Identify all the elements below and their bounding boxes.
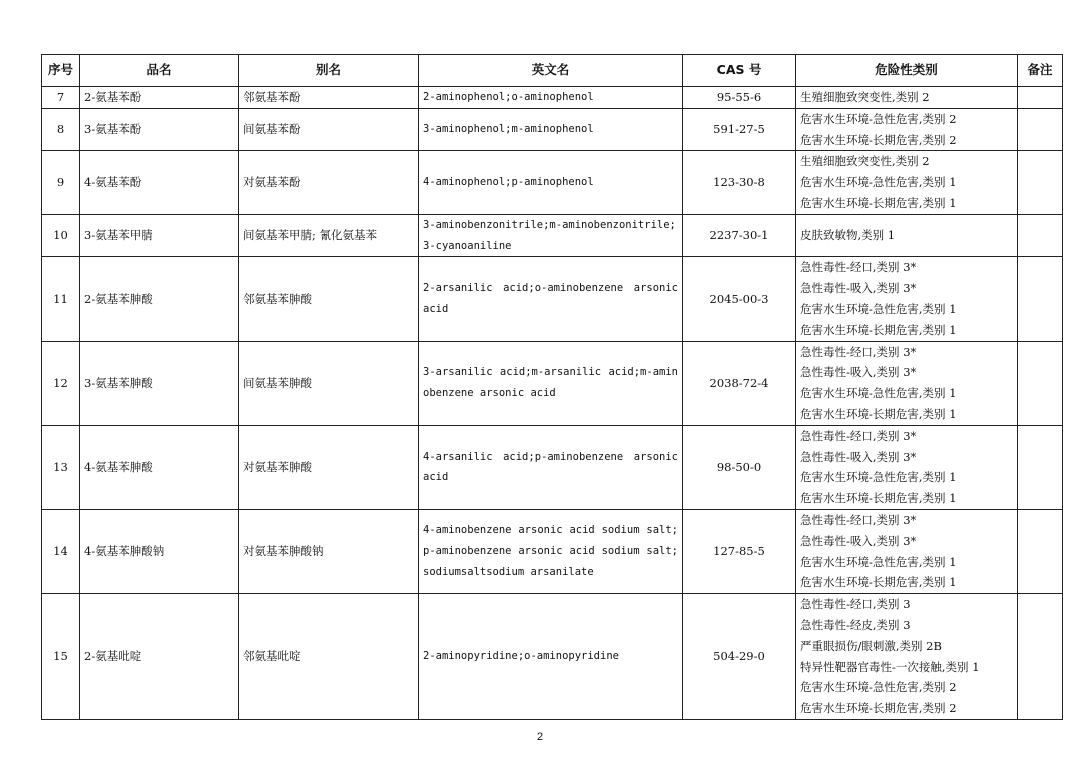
hazard-categories — [796, 509, 1018, 593]
hazard-item: 危害水生环境-长期危害,类别 1 — [800, 491, 957, 506]
hazard-categories — [796, 108, 1018, 151]
hazard-item: 危害水生环境-长期危害,类别 2 — [800, 132, 957, 147]
hazard-item: 急性毒性-吸入,类别 3* — [800, 449, 917, 464]
table-header-row — [42, 55, 1063, 87]
hazard-categories — [796, 257, 1018, 341]
alias-name: 邻氨基吡啶 — [239, 594, 419, 720]
remark — [1018, 87, 1063, 109]
alias-name: 间氨基苯甲腈; 氰化氨基苯 — [239, 214, 419, 257]
table-row — [42, 87, 1063, 109]
row-number: 11 — [42, 257, 80, 341]
remark — [1018, 257, 1063, 341]
row-number: 7 — [42, 87, 80, 109]
header-cas: CAS 号 — [683, 55, 796, 87]
english-name: 2-aminophenol;o-aminophenol — [419, 87, 683, 109]
alias-name: 对氨基苯胂酸钠 — [239, 509, 419, 593]
english-name: 4-aminobenzene arsonic acid sodium salt;p-aminobenzene arsonic acid sodium salt;sodiumsaltsodium arsanilate — [419, 509, 683, 593]
hazard-categories — [796, 151, 1018, 214]
remark — [1018, 594, 1063, 720]
remark — [1018, 341, 1063, 425]
remark — [1018, 108, 1063, 151]
remark — [1018, 214, 1063, 257]
remark — [1018, 509, 1063, 593]
product-name: 2-氨基苯酚 — [80, 87, 239, 109]
hazard-item: 急性毒性-经口,类别 3* — [800, 260, 917, 275]
header-name: 品名 — [80, 55, 239, 87]
product-name: 3-氨基苯胂酸 — [80, 341, 239, 425]
table-row — [42, 509, 1063, 593]
hazard-item: 危害水生环境-急性危害,类别 1 — [800, 386, 957, 401]
hazard-item: 危害水生环境-急性危害,类别 1 — [800, 175, 957, 190]
alias-name: 对氨基苯酚 — [239, 151, 419, 214]
cas-number: 2237-30-1 — [683, 214, 796, 257]
table-row — [42, 151, 1063, 214]
table-row — [42, 425, 1063, 509]
row-number: 12 — [42, 341, 80, 425]
product-name: 4-氨基苯胂酸钠 — [80, 509, 239, 593]
hazard-categories — [796, 425, 1018, 509]
hazard-item: 急性毒性-经口,类别 3* — [800, 428, 917, 443]
cas-number: 2038-72-4 — [683, 341, 796, 425]
product-name: 2-氨基苯胂酸 — [80, 257, 239, 341]
hazard-item: 严重眼损伤/眼刺激,类别 2B — [800, 638, 942, 653]
english-name: 3-arsanilic acid;m-arsanilic acid;m-aminobenzene arsonic acid — [419, 341, 683, 425]
hazard-categories — [796, 214, 1018, 257]
header-english: 英文名 — [419, 55, 683, 87]
product-name: 2-氨基吡啶 — [80, 594, 239, 720]
product-name: 4-氨基苯酚 — [80, 151, 239, 214]
table-row — [42, 594, 1063, 720]
english-name: 3-aminobenzonitrile;m-aminobenzonitrile;3-cyanoaniline — [419, 214, 683, 257]
hazard-item: 生殖细胞致突变性,类别 2 — [800, 90, 930, 104]
hazard-item: 生殖细胞致突变性,类别 2 — [800, 154, 930, 169]
product-name: 3-氨基苯甲腈 — [80, 214, 239, 257]
hazard-item: 特异性靶器官毒性-一次接触,类别 1 — [800, 659, 980, 674]
row-number: 14 — [42, 509, 80, 593]
row-number: 15 — [42, 594, 80, 720]
hazard-item: 危害水生环境-长期危害,类别 1 — [800, 406, 957, 421]
english-name: 3-aminophenol;m-aminophenol — [419, 108, 683, 151]
english-name: 2-arsanilic acid;o-aminobenzene arsonic acid — [419, 257, 683, 341]
hazard-item: 危害水生环境-急性危害,类别 2 — [800, 680, 957, 695]
remark — [1018, 425, 1063, 509]
table-row — [42, 108, 1063, 151]
hazard-item: 急性毒性-吸入,类别 3* — [800, 365, 917, 380]
english-name: 2-aminopyridine;o-aminopyridine — [419, 594, 683, 720]
header-hazard: 危险性类别 — [796, 55, 1018, 87]
hazard-item: 急性毒性-经口,类别 3* — [800, 344, 917, 359]
cas-number: 127-85-5 — [683, 509, 796, 593]
hazard-item: 危害水生环境-急性危害,类别 1 — [800, 554, 957, 569]
cas-number: 123-30-8 — [683, 151, 796, 214]
hazard-item: 急性毒性-经皮,类别 3 — [800, 617, 911, 632]
header-remark: 备注 — [1018, 55, 1063, 87]
header-no: 序号 — [42, 55, 80, 87]
cas-number: 95-55-6 — [683, 87, 796, 109]
product-name: 4-氨基苯胂酸 — [80, 425, 239, 509]
hazard-table — [41, 54, 1063, 720]
table-row — [42, 214, 1063, 257]
alias-name: 邻氨基苯酚 — [239, 87, 419, 109]
hazard-categories — [796, 594, 1018, 720]
remark — [1018, 151, 1063, 214]
hazard-item: 危害水生环境-急性危害,类别 2 — [800, 111, 957, 126]
english-name: 4-aminophenol;p-aminophenol — [419, 151, 683, 214]
row-number: 13 — [42, 425, 80, 509]
row-number: 8 — [42, 108, 80, 151]
hazard-item: 急性毒性-吸入,类别 3* — [800, 281, 917, 296]
english-name: 4-arsanilic acid;p-aminobenzene arsonic acid — [419, 425, 683, 509]
hazard-item: 皮肤致敏物,类别 1 — [800, 228, 896, 243]
hazard-item: 急性毒性-经口,类别 3 — [800, 597, 911, 612]
page-number: 2 — [536, 731, 544, 743]
hazard-categories — [796, 341, 1018, 425]
cas-number: 504-29-0 — [683, 594, 796, 720]
row-number: 9 — [42, 151, 80, 214]
hazard-item: 急性毒性-经口,类别 3* — [800, 512, 917, 527]
table-row — [42, 341, 1063, 425]
cas-number: 591-27-5 — [683, 108, 796, 151]
row-number: 10 — [42, 214, 80, 257]
hazard-item: 急性毒性-吸入,类别 3* — [800, 533, 917, 548]
table-body — [42, 87, 1063, 720]
hazard-item: 危害水生环境-长期危害,类别 1 — [800, 322, 957, 337]
hazard-item: 危害水生环境-急性危害,类别 1 — [800, 470, 957, 485]
alias-name: 邻氨基苯胂酸 — [239, 257, 419, 341]
hazard-item: 危害水生环境-长期危害,类别 1 — [800, 195, 957, 210]
hazard-item: 危害水生环境-急性危害,类别 1 — [800, 301, 957, 316]
header-alias: 别名 — [239, 55, 419, 87]
hazard-item: 危害水生环境-长期危害,类别 2 — [800, 701, 957, 716]
cas-number: 2045-00-3 — [683, 257, 796, 341]
product-name: 3-氨基苯酚 — [80, 108, 239, 151]
alias-name: 间氨基苯酚 — [239, 108, 419, 151]
hazard-item: 危害水生环境-长期危害,类别 1 — [800, 575, 957, 590]
table-row — [42, 257, 1063, 341]
hazard-categories — [796, 87, 1018, 109]
alias-name: 对氨基苯胂酸 — [239, 425, 419, 509]
cas-number: 98-50-0 — [683, 425, 796, 509]
alias-name: 间氨基苯胂酸 — [239, 341, 419, 425]
